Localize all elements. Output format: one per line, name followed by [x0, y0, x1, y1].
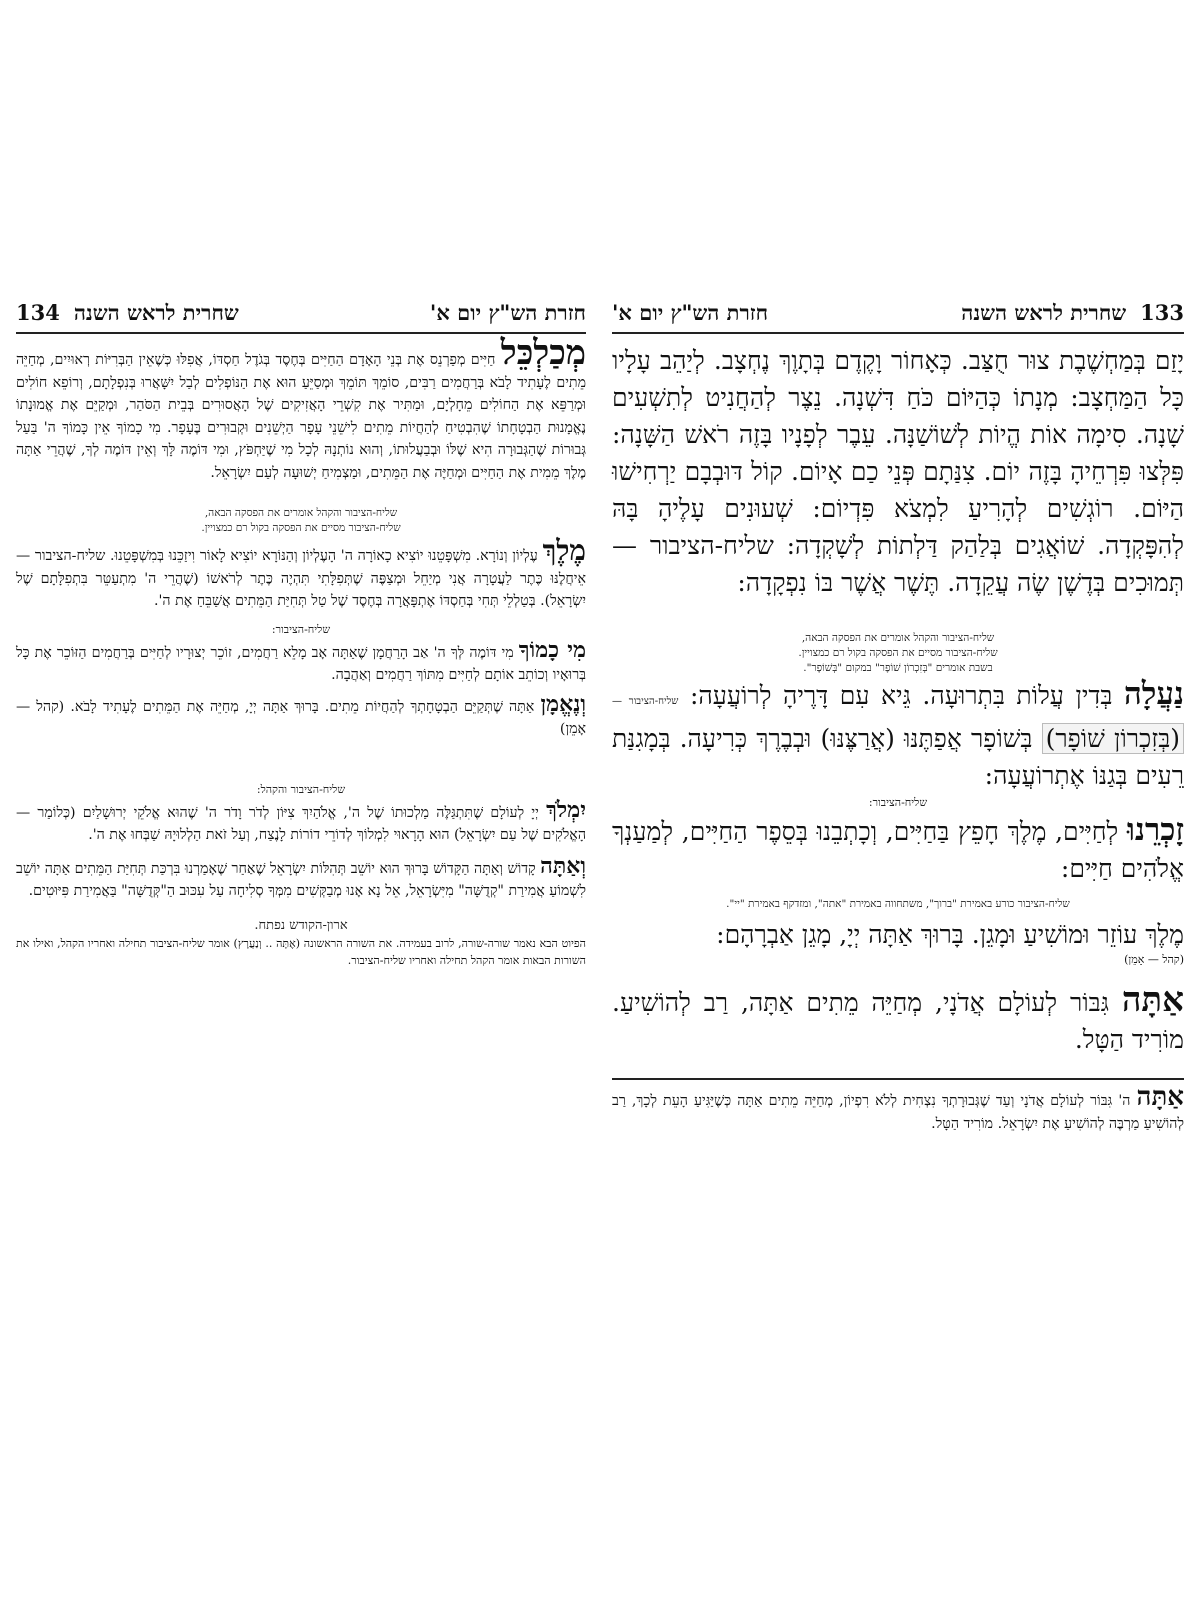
ark-opened-note: ארון-הקודש נפתח.: [254, 917, 348, 933]
commentary-ata-gibor: [612, 1082, 1184, 1135]
lead-word: וְנֶאֱמָן: [540, 690, 586, 717]
paragraph-mi-chamocha: [16, 636, 587, 687]
page-header: [612, 300, 1184, 334]
chazan-label: שליח-הציבור —: [612, 696, 679, 707]
lead-word: זָכְרֵנוּ: [1126, 812, 1184, 848]
paragraph-text: יְיָ לְעוֹלָם שֶׁתִּתְגַּלֶּה מַלְכוּתוֹ שֶׁל ה', אֱלֹהַיִךְ צִיּוֹן לְדֹר וָדֹר ה' שֶׁהוּא אֱלֹקֵי יְרוּשָׁלַיִם (כְּלוֹמַר — הָאֱלֹקִים שֶׁל עַם יִשְׂרָאֵל) הוּא הָרָאוּי לִמְלוֹךְ לְדוֹרֵי דוֹרוֹת לָנֶצַח, וְעַל זֹאת הַלְלוּיָהּ שַׁבְּחוּ אֶת ה'.: [16, 804, 586, 843]
paragraph-text: אַתָּה שֶׁתְּקַיֵּם הַבְטָחָתְךָ לְהַחֲיוֹת מֵתִים. בָּרוּךְ אַתָּה יְיָ, מְחַיֵּה אֶת הַמֵּתִים לֶעָתִיד לָבֹא. (קהל — אָמֵן): [16, 698, 586, 737]
ata-gibor: [612, 982, 1184, 1058]
section-label: שליח-הציבור:: [868, 796, 928, 809]
piyut-yazam: יָזַם בְּמַחְשֶׁבֶת צוּר חֻצַּב. כְּאָחוֹר וָקֶדֶם בְּתָוֶךְ נֶחְצָב. לְיַהֵב עָלָיו כָּל הַמַּחְצָב: מְנָתוֹ כְּהַיּוֹם כֹּחַ דִּשְׁנָה. נֵצֶר לְהַחֲנִיט לְתִשְׁעִים שָׁנָה. סִימָה אוֹת הֱיוֹת לְשׁוֹשַׁנָּה. עֵבֶר לְפָנָיו בָּזֶה רֹאשׁ הַשָּׁנָה: פִּלְּצוּ פִּרְחֵיהָ בָּזֶה יוֹם. צִנַּתָם פְּנֵי כַם אָיוֹם. קוֹל דּוּבְבָם יַרְחִישׁוּ הַיּוֹם. רוֹגְשִׁים לְהָרִיעַ לִמְצֹא פִּדְיוֹם: שְׁעוּנִים עָלֶיהָ בָּהּ לְהִפָּקְדָה. שׁוֹאֲגִים בְּלַהַק דַּלְתוֹת לְשָׁקְדָה: שליח-הציבור — תְּמוּכִים בְּדֶשֶׁן שֶׂה עֲקֵדָה. תֶּשֶׁר אֲשֶׁר בּוֹ נִפְקָדָה:: [612, 346, 1184, 597]
header-title: חזרת הש"ץ יום א': [429, 300, 586, 325]
magen-avraham: [612, 916, 1184, 953]
piyut-naaleh: [612, 676, 1184, 794]
lead-word: אַתָּה: [1121, 980, 1184, 1020]
paragraph-text: חַיִּים מְפַרְנֵס אֶת בְּנֵי הָאָדָם הַחַיִּים בְּחֶסֶד בְּגֹדֶל חַסְדּוֹ, אֲפִלּוּ כְּשֶׁאֵין הַבְּרִיּוֹת רְאוּיִים, מְחַיֵּה מֵתִים לֶעָתִיד לָבֹא בְּרַחֲמִים רַבִּים, סוֹמֵךְ תּוֹמֵךְ וּמְסַיֵּעַ הוּא אֶת הַנּוֹפְלִים לְבַל יִשָּׁאֲרוּ בְּנִפְלָתָם, וְרוֹפֵא חוֹלִים וּמְרַפֵּא אֶת הַחוֹלִים מֵחָלְיָם, וּמַתִּיר אֶת קִשְׁרֵי הָאֲזִיקִים שֶׁל הָאֲסוּרִים בְּבֵית הַסֹּהַר, וּמְקַיֵּם אֶת אֱמוּנָתוֹ נֶאֱמָנוּת הַבְטָחָתוֹ שֶׁהִבְטִיחַ לְהַחֲיוֹת מֵתִים לִישֵׁנֵי עָפָר הַיְשֵׁנִים וּקְבוּרִים בֶּעָפָר. מִי כָמוֹךָ אֵין כָּמוֹךָ ה' בַּעַל גְּבוּרוֹת שֶׁהַגְּבוּרָה הִיא שֶׁלּוֹ וּבְבַעֲלוּתוֹ, וְהוּא נוֹתְנָהּ לְכָל מִי שֶׁיַּחְפֹּץ, וּמִי דּוֹמֶה לָּךְ וְאֵין דּוֹמֶה לְךָ, שֶׁהֲרֵי אַתָּה מֶלֶךְ מֵמִית אֶת הַחַיִּים וּמְחַיֶּה אֶת הַמֵּתִים, וּמַצְמִיחַ יְשׁוּעָה לְעַם יִשְׂרָאֵל.: [16, 352, 586, 481]
lead-word: מֶלֶךְ: [542, 534, 587, 567]
zochrenu: [612, 812, 1184, 887]
paragraph-mechalkel: [16, 333, 586, 484]
page-133: [612, 300, 1184, 1135]
paragraph-text: מֶלֶךְ עוֹזֵר וּמוֹשִׁיעַ וּמָגֵן. בָּרוּךְ אַתָּה יְיָ, מָגֵן אַבְרָהָם:: [716, 920, 1184, 949]
lead-word: מִי כָמוֹךָ: [518, 636, 587, 663]
lead-word: מְכַלְכֵּל: [500, 333, 586, 373]
paragraph-veneeman: [16, 690, 586, 741]
page-number: 134: [16, 300, 60, 325]
header-subtitle: שחרית לראש השנה: [961, 300, 1127, 325]
section-label: שליח-הציבור והקהל:: [256, 782, 346, 796]
lead-word: יִמְלֹךְ: [546, 796, 586, 823]
shabbat-variant-box: (בְּזִכְרוֹן שׁוֹפָר): [1042, 723, 1184, 754]
section-label: שליח-הציבור:: [271, 622, 331, 636]
header-subtitle: שחרית לראש השנה: [73, 300, 239, 325]
lead-word: וְאַתָּה: [540, 852, 586, 879]
header-title: חזרת הש"ץ יום א': [612, 300, 769, 325]
instruction-note: שליח-הציבור והקהל אומרים את הפסקה הבאה,: [801, 632, 995, 644]
lead-word: נַעֲלָה: [1124, 676, 1184, 712]
instruction-note: שליח-הציבור מסיים את הפסקה בקול רם כמצויין.: [201, 522, 401, 534]
bowing-note: שליח-הציבור כורע באמירת "ברוך", משתחווה באמירת "אתה", ומזדקף באמירת "יי".: [726, 898, 1070, 910]
amen-response: (קהל — אָמֵן): [1124, 953, 1184, 966]
paragraph-text: וּבְבֶרֶךְ כְּרִיעָה. בְּמָגִנַּת רֵעִים בְּגַנּוֹ אֶתְרוֹעֲעָה:: [612, 724, 1184, 790]
footnote: הפיוט הבא נאמר שורה-שורה, לרוב בעמידה. את השורה הראשונה (אֶתָּה .. וְנַעֲרָץ) אומר שליח-הציבור תחילה ואחריו הקהל, ואילו את השורות הבאות אומר הקהל תחילה ואחריו שליח-הציבור.: [16, 936, 587, 967]
instruction-note: בשבת אומרים "בְּזִכְרוֹן שׁוֹפָר" במקום "בְּשׁוֹפָר".: [803, 662, 993, 674]
paragraph-yimloch: [16, 796, 586, 847]
instruction-note: שליח-הציבור והקהל אומרים את הפסקה הבאה,: [204, 507, 398, 519]
paragraph-text: עֶלְיוֹן וְנוֹרָא. מִשְׁפָּטֵנוּ יוֹצִיא כָאוֹרָה ה' הָעֶלְיוֹן וְהַנּוֹרָא יוֹצִיא לָאוֹר וִיזַכֵּנוּ בְּמִשְׁפָּטֵנוּ. שליח-הציבור — אֵיחֲלֶנּוּ כֶּתֶר לַעֲטָרָה אֲנִי מְיַחֵל וּמְצַפֶּה שֶׁתְּפִלָּתִי תִּהְיֶה כֶּתֶר לְרֹאשׁוֹ (שֶׁהֲרֵי ה' מִתְעַטֵּר בִּתְפִלָּתָם שֶׁל יִשְׂרָאֵל). בְּטַלְלֵי תְּחִי בְּחַסְדּוֹ אֶתְפָּאֲרָה בְּחֶסֶד שֶׁל טַל תְּחִיַּת הַמֵּתִים אֲשַׁבֵּחַ אֶת ה'.: [16, 548, 586, 609]
page-number: 133: [1140, 300, 1184, 325]
instruction-note: שליח-הציבור מסיים את הפסקה בקול רם כמצויין.: [798, 647, 998, 659]
paragraph-text: גִּבּוֹר לְעוֹלָם אֲדֹנָי, מְחַיֵּה מֵתִים אַתָּה, רַב לְהוֹשִׁיעַ. מוֹרִיד הַטָּל.: [612, 988, 1184, 1054]
paragraph-text: בְּדִין עֲלוֹת בִּתְרוּעָה. גֵּיא עִם דָּרֶיהָ לְרוֹעֲעָה:: [689, 681, 1113, 710]
lead-word: אַתָּה: [1136, 1082, 1184, 1112]
paragraph-text: מִי דּוֹמֶה לְּךָ ה' אַב הָרַחֲמָן שֶׁאַתָּה אָב מָלֵא רַחֲמִים, זוֹכֵר יְצוּרָיו לְחַיִּים בְּרַחֲמִים הַזּוֹכֵר אֶת כָּל בְּרוּאָיו וְכוֹתֵב אוֹתָם לְחַיִּים מִתּוֹךְ רַחֲמִים וְאַהֲבָה.: [16, 644, 586, 683]
page-header: [16, 300, 586, 334]
paragraph-melech: [16, 534, 587, 613]
paragraph-text: לְחַיִּים, מֶלֶךְ חָפֵץ בַּחַיִּים, וְכָתְבֵנוּ בְּסֵפֶר הַחַיִּים, לְמַעַנְךָ אֱלֹהִים חַיִּים:: [612, 817, 1184, 883]
paragraph-veata-kadosh: [16, 852, 586, 903]
page-134: [16, 300, 586, 969]
paragraph-text: ה' גִּבּוֹר לְעוֹלָם אֲדֹנָי וְעַד שֶׁגְּבוּרָתְךָ נִצְחִית לְלֹא רִפְיוֹן, מְחַיֵּה מֵתִים אַתָּה כְּשֶׁיַּגִּיעַ הָעֵת לְכָךְ, רַב לְהוֹשִׁיעַ מַרְבֶּה לְהוֹשִׁיעַ אֶת יִשְׂרָאֵל. מוֹרִיד הַטָּל.: [612, 1093, 1184, 1132]
paragraph-text: בְּשׁוֹפָר אֲפַתֶּנּוּ (אֲרַצֶּנּוּ): [820, 724, 1033, 753]
paragraph-text: קָדוֹשׁ וְאַתָּה הַקָּדוֹשׁ בָּרוּךְ הוּא יוֹשֵׁב תְּהִלּוֹת יִשְׂרָאֵל שֶׁאַחַר שֶׁאָמַרְנוּ בִּרְכַּת תְּחִיַּת הַמֵּתִים אַתָּה יוֹשֵׁב לִשְׁמוֹעַ אֲמִירַת "קְדֻשָּׁה" מִיִּשְׂרָאֵל, אֵל נָא אָנוּ מְבַקְּשִׁים מִמְּךָ סְלִיחָה עַל עִכּוּב הַ"קְּדֻשָּׁה" בַּאֲמִירַת פִּיּוּטִים.: [16, 860, 586, 899]
